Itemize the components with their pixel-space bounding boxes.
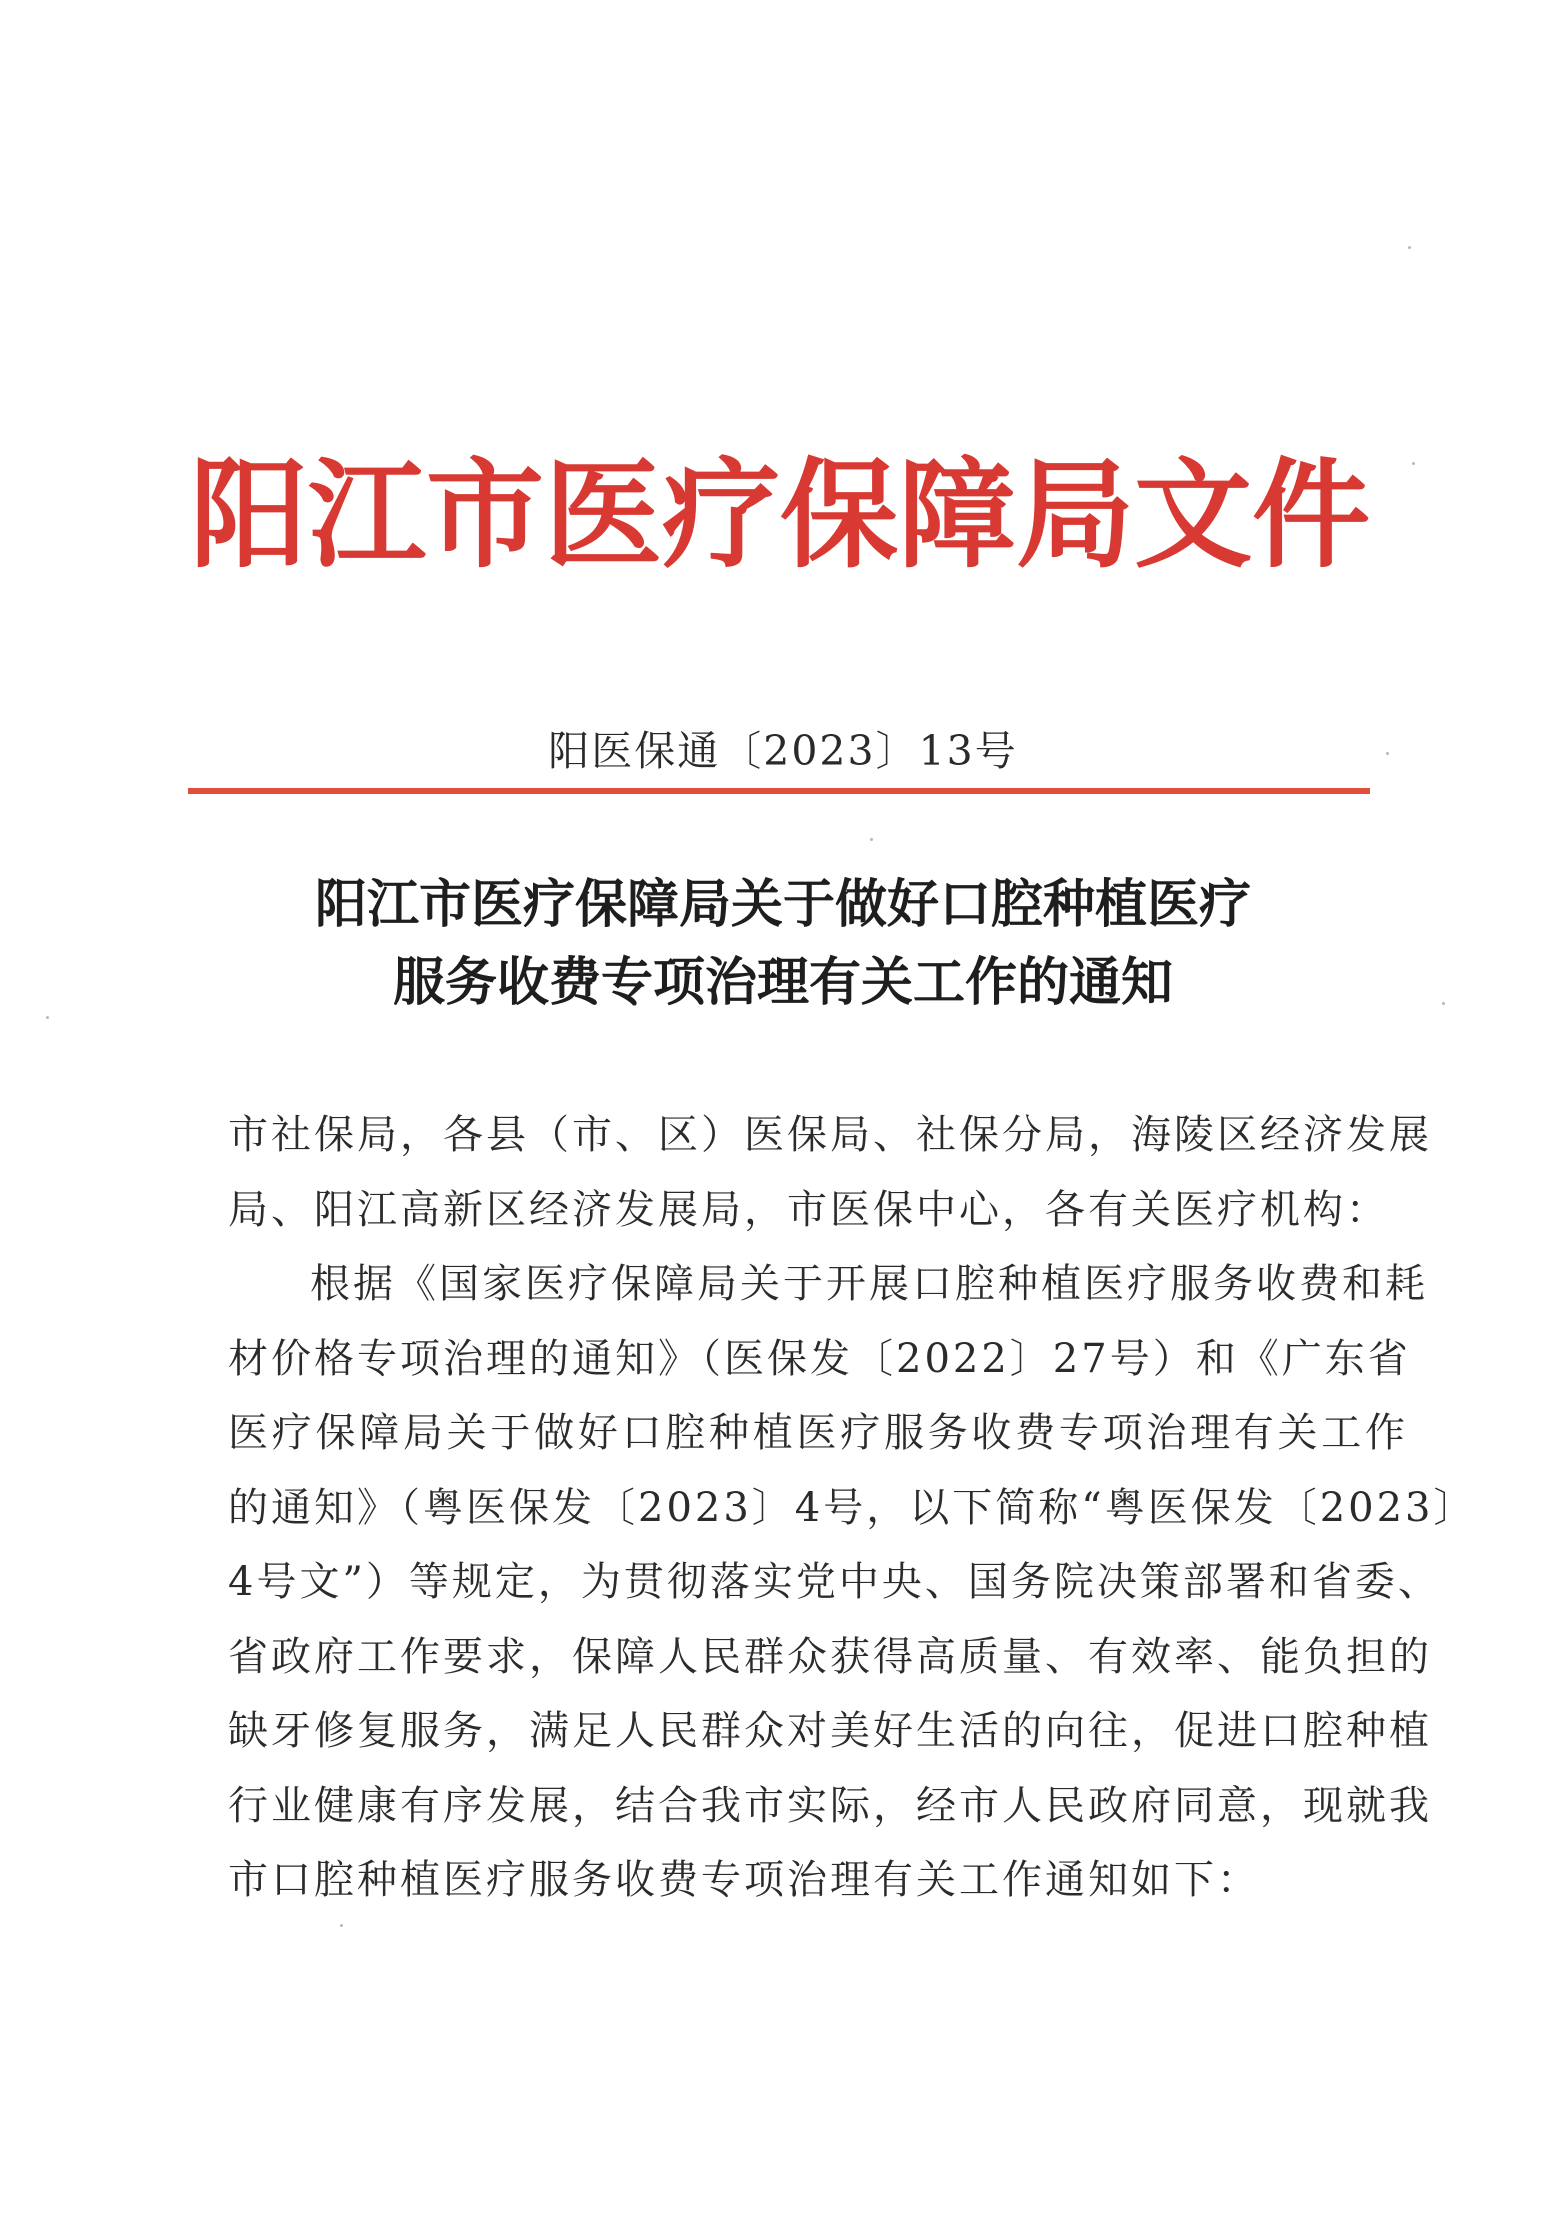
document-title: [150, 866, 1416, 1022]
scan-speck: [1408, 246, 1411, 249]
paragraph-line: 缺牙修复服务，满足人民群众对美好生活的向往，促进口腔种植: [228, 1708, 1432, 1754]
paragraph-line: 市口腔种植医疗服务收费专项治理有关工作通知如下：: [228, 1857, 1260, 1903]
masthead-char: 江: [308, 446, 427, 584]
masthead-char: 阳: [190, 446, 309, 584]
addressee-line-1: 市社保局，各县（市、区）医保局、社保分局，海陵区经济发展: [228, 1112, 1432, 1158]
scan-speck: [340, 1924, 343, 1927]
scan-speck: [46, 1016, 49, 1019]
scan-speck: [1412, 462, 1415, 465]
document-body: [228, 1098, 1477, 1918]
paragraph-line: 的通知》（粤医保发〔2023〕4号，以下简称“粤医保发〔2023〕: [228, 1484, 1477, 1531]
addressee-line-2: 局、阳江高新区经济发展局，市医保中心，各有关医疗机构：: [228, 1186, 1389, 1233]
paragraph-line: 根据《国家医疗保障局关于开展口腔种植医疗服务收费和耗: [310, 1261, 1428, 1307]
paragraph-line: 材价格专项治理的通知》（医保发〔2022〕27号）和《广东省: [228, 1335, 1411, 1382]
masthead-char: 保: [780, 446, 899, 584]
masthead-char: 市: [426, 446, 545, 584]
title-line-1: 阳江市医疗保障局关于做好口腔种植医疗: [314, 874, 1251, 935]
masthead-char: 医: [544, 446, 663, 584]
document-number: 阳医保通〔2023〕13号: [548, 727, 1018, 775]
paragraph-line: 4号文”）等规定，为贯彻落实党中央、国务院决策部署和省委、: [228, 1559, 1441, 1605]
paragraph-line: 医疗保障局关于做好口腔种植医疗服务收费专项治理有关工作: [228, 1410, 1408, 1456]
scan-speck: [870, 838, 873, 841]
masthead-char: 局: [1016, 446, 1135, 584]
title-line-2: 服务收费专项治理有关工作的通知: [392, 952, 1173, 1013]
red-divider-line: [188, 788, 1370, 794]
paragraph-line: 行业健康有序发展，结合我市实际，经市人民政府同意，现就我: [228, 1782, 1432, 1829]
scan-speck: [1442, 1002, 1445, 1005]
masthead-char: 文: [1134, 446, 1253, 584]
scan-speck: [1386, 752, 1389, 755]
paragraph-line: 省政府工作要求，保障人民群众获得高质量、有效率、能负担的: [228, 1633, 1432, 1680]
masthead-char: 障: [898, 446, 1017, 584]
masthead-title: [190, 440, 1370, 590]
masthead-char: 疗: [662, 446, 781, 584]
masthead-char: 件: [1252, 446, 1371, 584]
